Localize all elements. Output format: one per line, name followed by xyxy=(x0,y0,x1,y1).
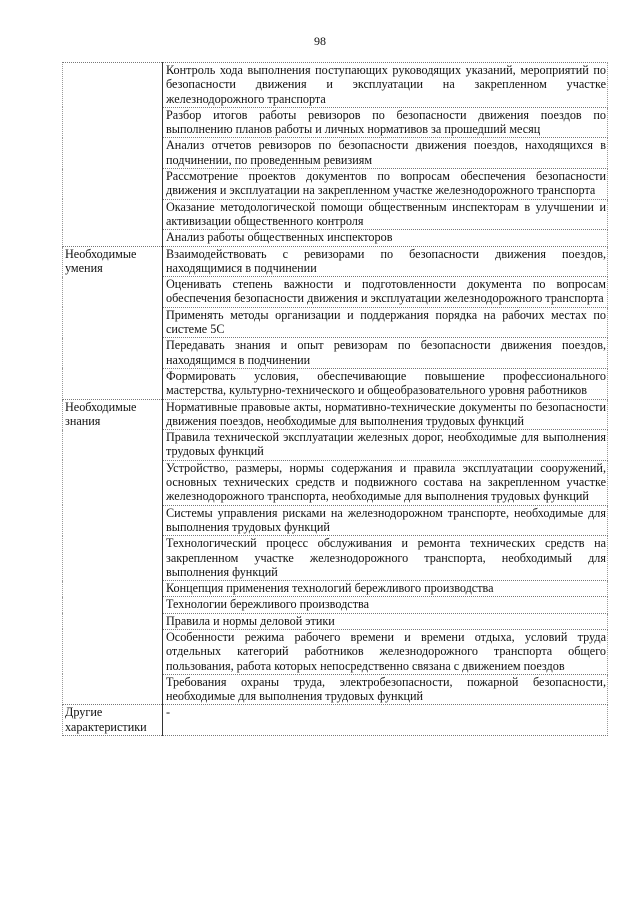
row-label xyxy=(63,63,163,247)
requirements-table xyxy=(62,62,608,736)
table-cell xyxy=(163,674,608,705)
table-row xyxy=(63,246,608,277)
cell-text: Правила и нормы деловой этики xyxy=(166,613,335,628)
cell-text: Устройство, размеры, нормы содержания и правила эксплуатации сооружений, основных технических средств и подвижного состава на закрепленном участке железнодорожного транспорта, необходимые для выполнения трудовых функций xyxy=(166,460,606,504)
cell-text: Рассмотрение проектов документов по вопросам обеспечения безопасности движения и эксплуатации на закрепленном участке железнодорожного транспорта xyxy=(166,169,606,198)
table-cell xyxy=(163,430,608,461)
table-row xyxy=(63,63,608,108)
table-cell xyxy=(163,246,608,277)
row-label-text: Другие характеристики xyxy=(65,705,147,734)
table-cell xyxy=(163,368,608,399)
row-label-text: Необходимые знания xyxy=(65,399,137,428)
cell-text: Взаимодействовать с ревизорами по безопасности движения поездов, находящимися в подчинении xyxy=(166,246,606,275)
cell-text: Технологии бережливого производства xyxy=(166,597,370,612)
cell-text: Требования охраны труда, электробезопасности, пожарной безопасности, необходимые для выполнения трудовых функций xyxy=(166,674,606,704)
cell-text: - xyxy=(166,705,171,720)
table-cell xyxy=(163,230,608,246)
table-cell xyxy=(163,505,608,536)
cell-text: Разбор итогов работы ревизоров по безопасности движения поездов по выполнению планов работы и личных нормативов за прошедший месяц xyxy=(166,107,606,137)
table-cell xyxy=(163,629,608,674)
cell-text: Оказание методологической помощи общественным инспекторам в улучшении и активизации общественного контроля xyxy=(166,199,606,228)
cell-text: Применять методы организации и поддержания порядка на рабочих местах по системе 5С xyxy=(166,307,606,337)
row-label-knowledge xyxy=(63,399,163,705)
cell-text: Нормативные правовые акты, нормативно-технические документы по безопасности движения поездов, необходимые для выполнения трудовых функций xyxy=(166,399,606,428)
cell-text: Передавать знания и опыт ревизорам по безопасности движения поездов, находящимся в подчинении xyxy=(166,338,606,367)
table-cell xyxy=(163,613,608,629)
cell-text: Правила технической эксплуатации железных дорог, необходимые для выполнения трудовых функций xyxy=(166,430,606,459)
table-cell xyxy=(163,63,608,108)
cell-text: Технологический процесс обслуживания и ремонта технических средств на закрепленном участке железнодорожного транспорта, необходимый для выполнения функций xyxy=(166,536,606,579)
cell-text: Концепция применения технологий бережливого производства xyxy=(166,581,494,596)
page-number: 98 xyxy=(314,34,326,48)
table-cell xyxy=(163,277,608,308)
table-cell xyxy=(163,199,608,230)
table-cell xyxy=(163,307,608,338)
table-cell xyxy=(163,138,608,169)
table-cell xyxy=(163,338,608,369)
cell-text: Оценивать степень важности и подготовленности документа по вопросам обеспечения безопасности движения и эксплуатации железнодорожного транспорта xyxy=(166,277,606,306)
cell-text: Контроль хода выполнения поступающих руководящих указаний, мероприятий по безопасности движения и эксплуатации на закрепленном участке железнодорожного транспорта xyxy=(166,63,606,106)
table-cell xyxy=(163,460,608,505)
table-row xyxy=(63,705,608,736)
cell-text: Системы управления рисками на железнодорожном транспорте, необходимые для выполнения трудовых функций xyxy=(166,505,606,534)
table-cell xyxy=(163,705,608,736)
cell-text: Анализ работы общественных инспекторов xyxy=(166,230,393,245)
table-cell xyxy=(163,536,608,581)
row-label-skills xyxy=(63,246,163,399)
table-cell xyxy=(163,107,608,138)
table-row xyxy=(63,399,608,430)
table-cell xyxy=(163,597,608,613)
table-cell xyxy=(163,581,608,597)
cell-text: Особенности режима рабочего времени и времени отдыха, условий труда отдельных категорий работников железнодорожного транспорта общего пользования, работа которых непосредственно связана с движением поездов xyxy=(166,629,606,673)
row-label-other xyxy=(63,705,163,736)
row-label-text: Необходимые умения xyxy=(65,246,137,275)
table-cell xyxy=(163,399,608,430)
table-cell xyxy=(163,169,608,200)
cell-text: Формировать условия, обеспечивающие повышение профессионального мастерства, культурно-технического и общеобразовательного уровня работников xyxy=(166,368,606,398)
cell-text: Анализ отчетов ревизоров по безопасности движения поездов, находящихся в подчинении, по проведенным ревизиям xyxy=(166,138,606,167)
